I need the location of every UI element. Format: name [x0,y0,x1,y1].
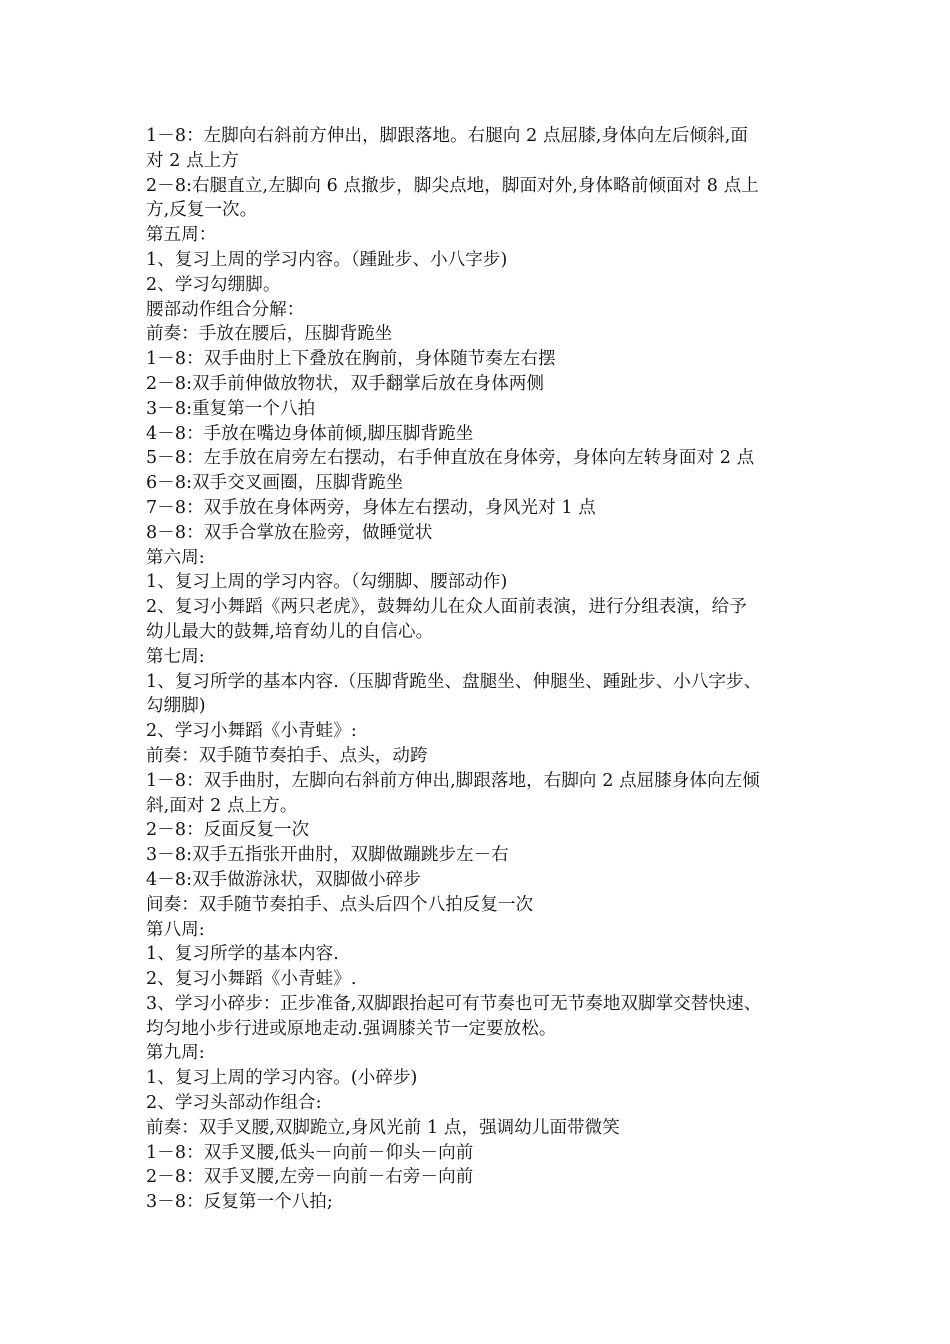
text-line: 前奏：双手叉腰,双脚跪立,身风光前 1 点，强调幼儿面带微笑 [146,1117,620,1138]
week-heading: 第七周: [146,646,205,667]
text-line: 2－8:右腿直立,左脚向 6 点撤步，脚尖点地，脚面对外,身体略前倾面对 8 点上 [146,175,759,196]
text-line: 3－8：反复第一个八拍; [146,1192,333,1213]
text-line: 间奏：双手随节奏拍手、点头后四个八拍反复一次 [146,894,534,915]
section-heading: 腰部动作组合分解： [146,299,305,320]
text-line: 3、学习小碎步：正步准备,双脚跟抬起可有节奏也可无节奏地双脚掌交替快速、 [146,993,762,1014]
text-line: 2－8：反面反复一次 [146,820,310,841]
text-line: 2、复习小舞蹈《小青蛙》. [146,969,357,990]
text-line: 2、学习小舞蹈《小青蛙》: [146,721,357,742]
text-line: 1、复习所学的基本内容.（压脚背跪坐、盘腿坐、伸腿坐、踵趾步、小八字步、 [146,671,762,692]
week-heading: 第八周: [146,919,205,940]
text-line: 前奏：手放在腰后，压脚背跪坐 [146,324,393,345]
text-line: 1－8：双手叉腰,低头－向前－仰头－向前 [146,1142,474,1163]
text-line: 勾绷脚) [146,696,206,717]
text-line: 1－8：双手曲肘上下叠放在胸前，身体随节奏左右摆 [146,349,556,370]
text-line: 1、复习上周的学习内容。（勾绷脚、腰部动作) [146,572,508,593]
week-heading: 第六周: [146,547,205,568]
text-line: 2、复习小舞蹈《两只老虎》，鼓舞幼儿在众人面前表演，进行分组表演，给予 [146,597,747,618]
week-heading: 第九周: [146,1043,205,1064]
text-line: 2、学习勾绷脚。 [146,274,281,295]
text-line: 1－8：双手曲肘，左脚向右斜前方伸出,脚跟落地，右脚向 2 点屈膝身体向左倾 [146,770,760,791]
text-line: 斜,面对 2 点上方。 [146,795,298,816]
text-line: 4－8:双手做游泳状，双脚做小碎步 [146,869,421,890]
text-line: 2、学习头部动作组合: [146,1093,322,1114]
text-line: 1、复习上周的学习内容。(小碎步) [146,1068,418,1089]
text-line: 方,反复一次。 [146,200,258,221]
text-line: 1、复习上周的学习内容。（踵趾步、小八字步) [146,249,508,270]
text-line: 3－8:重复第一个八拍 [146,398,316,419]
text-line: 2－8：双手叉腰,左旁－向前－右旁－向前 [146,1167,474,1188]
text-line: 7－8：双手放在身体两旁，身体左右摆动，身风光对 1 点 [146,497,596,518]
text-line: 6－8:双手交叉画圈，压脚背跪坐 [146,473,404,494]
text-line: 幼儿最大的鼓舞,培育幼儿的自信心。 [146,621,434,642]
text-line: 3－8:双手五指张开曲肘，双脚做蹦跳步左－右 [146,845,509,866]
document-body [146,124,811,1215]
text-line: 5－8：左手放在肩旁左右摆动，右手伸直放在身体旁，身体向左转身面对 2 点 [146,448,755,469]
text-line: 对 2 点上方 [146,150,239,171]
text-line: 8－8：双手合掌放在脸旁，做睡觉状 [146,522,433,543]
text-line: 2－8:双手前伸做放物状，双手翻掌后放在身体两侧 [146,373,545,394]
text-line: 4－8：手放在嘴边身体前倾,脚压脚背跪坐 [146,423,474,444]
text-line: 均匀地小步行进或原地走动.强调膝关节一定要放松。 [146,1018,557,1039]
text-line: 前奏：双手随节奏拍手、点头，动跨 [146,745,428,766]
text-line: 1、复习所学的基本内容. [146,944,339,965]
text-line: 1－8：左脚向右斜前方伸出，脚跟落地。右腿向 2 点屈膝,身体向左后倾斜,面 [146,126,748,146]
week-heading: 第五周： [146,225,217,246]
